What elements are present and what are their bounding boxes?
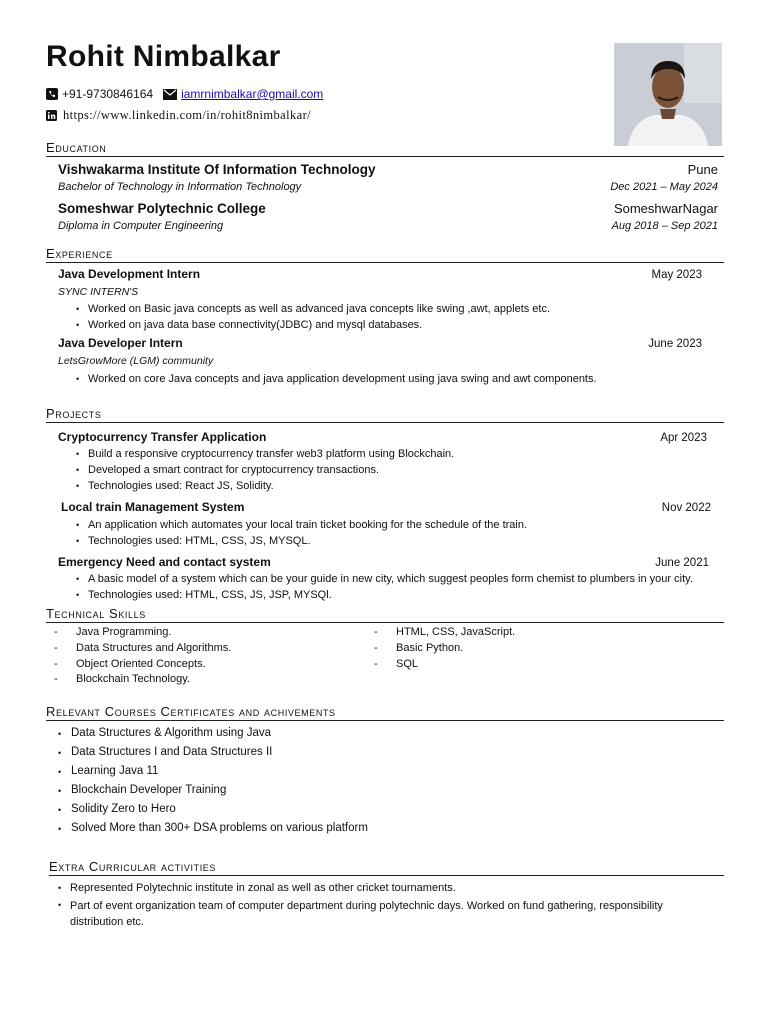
project-name: Emergency Need and contact system (58, 555, 271, 569)
project-row (58, 555, 709, 569)
project-name: Local train Management System (61, 500, 245, 514)
linkedin-url[interactable]: https://www.linkedin.com/in/rohit8nimbalkar/ (63, 108, 312, 122)
list-item: • Solved More than 300+ DSA problems on various platform (58, 822, 368, 834)
job-date: June 2023 (648, 338, 702, 350)
experience-row (58, 336, 702, 350)
education-heading: Education (46, 138, 724, 157)
institute-name: Vishwakarma Institute Of Information Technology (58, 162, 376, 177)
project-date: Apr 2023 (660, 432, 707, 444)
list-item: • Technologies used: HTML, CSS, JS, JSP, MYSQl. (76, 589, 332, 601)
institute-location: Pune (687, 162, 718, 177)
list-item: • Solidity Zero to Hero (58, 803, 176, 815)
education-row (58, 162, 718, 177)
list-item: • Worked on Basic java concepts as well as advanced java concepts like swing ,awt, applets etc. (76, 303, 551, 315)
project-row (58, 430, 707, 444)
linkedin-icon (46, 110, 57, 121)
project-row (61, 500, 711, 514)
phone-icon (46, 88, 58, 100)
courses-heading: Relevant Courses Certificates and achivements (46, 702, 724, 721)
projects-heading: Projects (46, 404, 724, 423)
list-item: • A basic model of a system which can be your guide in new city, which suggest peoples form chemist to plumbers in your city. (76, 573, 693, 585)
profile-photo (614, 43, 722, 146)
skill-item: - HTML, CSS, JavaScript. (374, 626, 516, 638)
list-item: • Worked on core Java concepts and java application development using java swing and awt components. (76, 373, 597, 385)
list-item: • Developed a smart contract for cryptocurrency transactions. (76, 464, 380, 476)
skill-item: - SQL (374, 658, 419, 670)
education-detail-row (58, 181, 718, 193)
job-title: Java Developer Intern (58, 336, 183, 350)
experience-heading: Experience (46, 244, 724, 263)
experience-row (58, 267, 702, 281)
job-org: SYNC INTERN'S (58, 286, 139, 298)
linkedin-line (46, 108, 311, 123)
institute-location: SomeshwarNagar (613, 201, 718, 216)
skill-item: - Basic Python. (374, 642, 464, 654)
project-date: Nov 2022 (661, 502, 711, 514)
list-item: • Technologies used: HTML, CSS, JS, MYSQL. (76, 535, 311, 547)
list-item: • An application which automates your local train ticket booking for the schedule of the train. (76, 519, 528, 531)
degree: Diploma in Computer Engineering (58, 220, 224, 232)
education-detail-row (58, 220, 718, 232)
skill-item: - Java Programming. (54, 626, 172, 638)
extra-heading: Extra Curricular activities (49, 857, 724, 876)
email-link[interactable]: iamrnimbalkar@gmail.com (181, 87, 324, 101)
institute-name: Someshwar Polytechnic College (58, 201, 266, 216)
phone-number: +91-9730846164 (62, 87, 154, 101)
skills-heading: Technical Skills (46, 604, 724, 623)
degree-dates: Aug 2018 – Sep 2021 (611, 220, 718, 232)
job-date: May 2023 (651, 269, 702, 281)
list-item: • Technologies used: React JS, Solidity. (76, 480, 274, 492)
project-name: Cryptocurrency Transfer Application (58, 430, 267, 444)
skill-item: - Data Structures and Algorithms. (54, 642, 232, 654)
skill-item: - Object Oriented Concepts. (54, 658, 206, 670)
job-title: Java Development Intern (58, 267, 201, 281)
list-item: • Build a responsive cryptocurrency transfer web3 platform using Blockchain. (76, 448, 455, 460)
project-date: June 2021 (655, 557, 709, 569)
degree: Bachelor of Technology in Information Technology (58, 181, 302, 193)
education-row (58, 201, 718, 216)
contact-line (46, 87, 323, 101)
list-item: • Represented Polytechnic institute in zonal as well as other cricket tournaments. (58, 882, 456, 894)
list-item: • Worked on java data base connectivity(JDBC) and mysql databases. (76, 319, 423, 331)
job-org: LetsGrowMore (LGM) community (58, 355, 214, 367)
degree-dates: Dec 2021 – May 2024 (610, 181, 718, 193)
candidate-name: Rohit Nimbalkar (46, 40, 281, 73)
list-item: • Data Structures & Algorithm using Java (58, 727, 272, 739)
skill-item: - Blockchain Technology. (54, 673, 190, 685)
list-item: • Learning Java 11 (58, 765, 159, 777)
list-item: • Part of event organization team of computer department during polytechnic days. Worked on fund gathering, responsibility distribution etc. (58, 900, 663, 928)
email-icon (163, 89, 177, 100)
list-item: • Data Structures I and Data Structures II (58, 746, 273, 758)
list-item: • Blockchain Developer Training (58, 784, 227, 796)
